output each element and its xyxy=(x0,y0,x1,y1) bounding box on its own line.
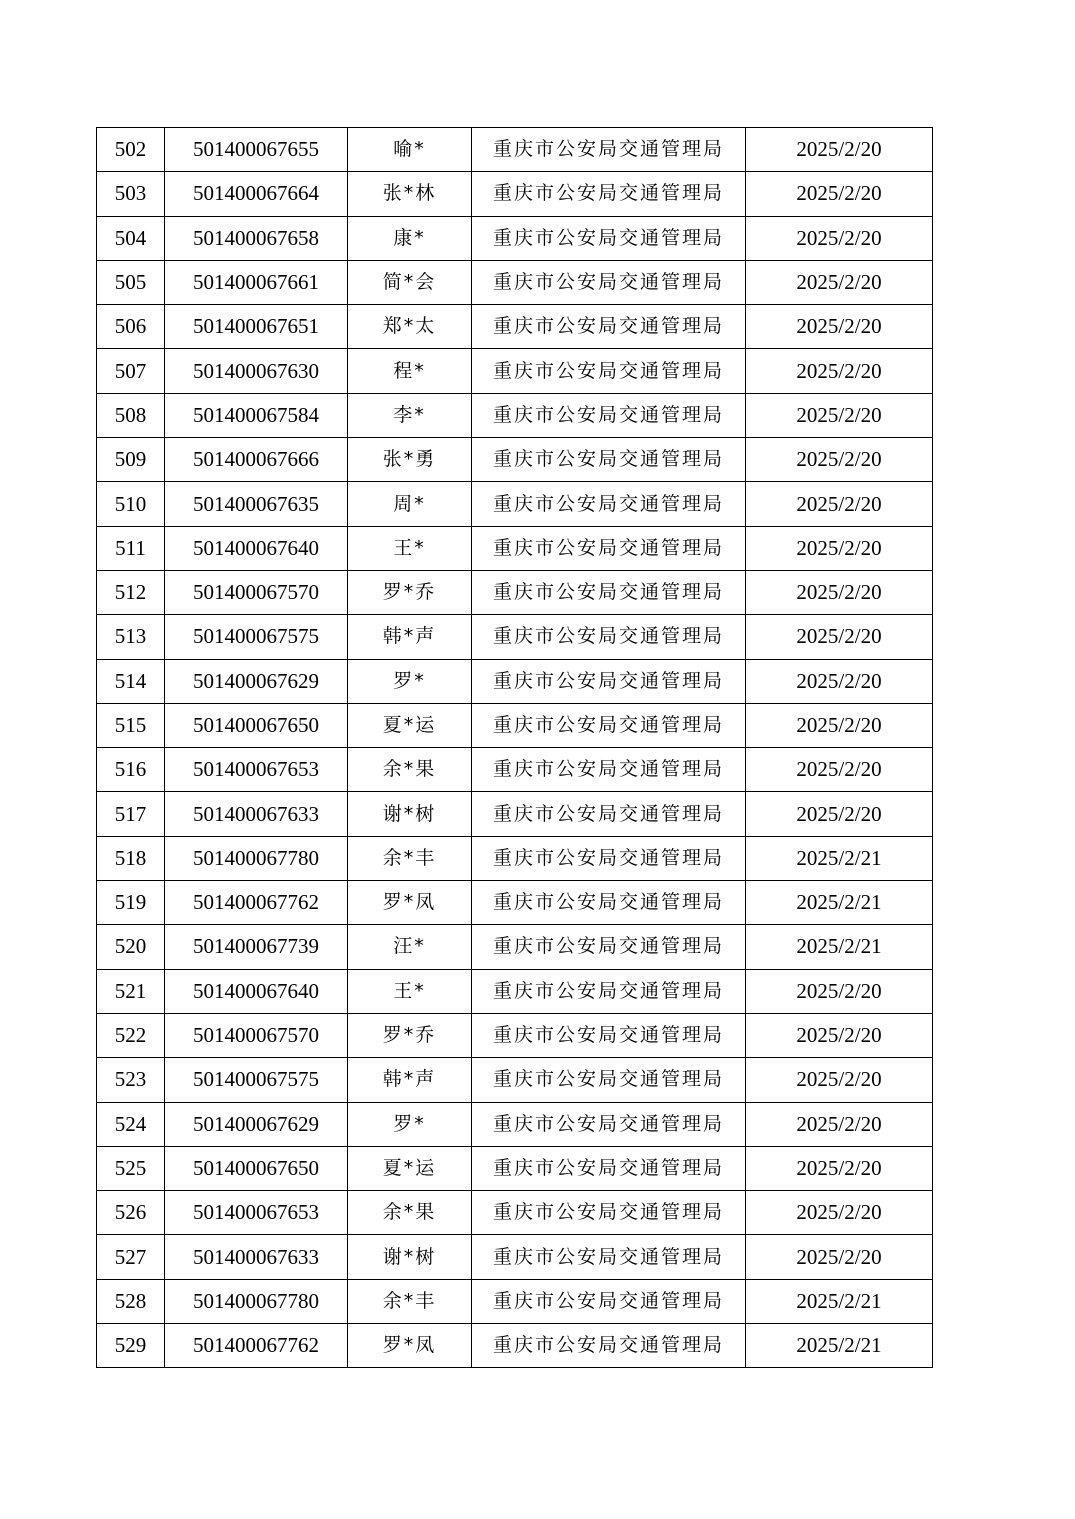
cell-issuing-authority: 重庆市公安局交通管理局 xyxy=(472,836,746,880)
cell-person-name: 罗* xyxy=(348,659,472,703)
cell-issuing-authority: 重庆市公安局交通管理局 xyxy=(472,216,746,260)
cell-date: 2025/2/20 xyxy=(746,703,933,747)
table-row xyxy=(97,393,933,437)
cell-person-name: 余*丰 xyxy=(348,836,472,880)
cell-issuing-authority: 重庆市公安局交通管理局 xyxy=(472,260,746,304)
cell-date: 2025/2/20 xyxy=(746,659,933,703)
cell-issuing-authority: 重庆市公安局交通管理局 xyxy=(472,969,746,1013)
table-row xyxy=(97,216,933,260)
cell-person-name: 罗*乔 xyxy=(348,570,472,614)
cell-record-id: 501400067661 xyxy=(165,260,348,304)
cell-date: 2025/2/20 xyxy=(746,482,933,526)
table-row xyxy=(97,925,933,969)
cell-record-id: 501400067653 xyxy=(165,748,348,792)
cell-date: 2025/2/20 xyxy=(746,305,933,349)
cell-serial-number: 502 xyxy=(97,128,165,172)
records-table-body xyxy=(97,128,933,1368)
cell-date: 2025/2/20 xyxy=(746,438,933,482)
cell-record-id: 501400067666 xyxy=(165,438,348,482)
cell-person-name: 罗* xyxy=(348,1102,472,1146)
cell-record-id: 501400067629 xyxy=(165,1102,348,1146)
table-row xyxy=(97,969,933,1013)
cell-date: 2025/2/20 xyxy=(746,1058,933,1102)
cell-date: 2025/2/20 xyxy=(746,260,933,304)
table-row xyxy=(97,1235,933,1279)
cell-person-name: 罗*乔 xyxy=(348,1013,472,1057)
cell-serial-number: 526 xyxy=(97,1191,165,1235)
table-row xyxy=(97,659,933,703)
cell-date: 2025/2/20 xyxy=(746,128,933,172)
cell-person-name: 汪* xyxy=(348,925,472,969)
cell-person-name: 罗*凤 xyxy=(348,1324,472,1368)
cell-person-name: 韩*声 xyxy=(348,615,472,659)
cell-issuing-authority: 重庆市公安局交通管理局 xyxy=(472,1279,746,1323)
cell-issuing-authority: 重庆市公安局交通管理局 xyxy=(472,1235,746,1279)
cell-date: 2025/2/20 xyxy=(746,172,933,216)
table-row xyxy=(97,792,933,836)
table-row xyxy=(97,881,933,925)
cell-issuing-authority: 重庆市公安局交通管理局 xyxy=(472,881,746,925)
cell-person-name: 李* xyxy=(348,393,472,437)
cell-person-name: 夏*运 xyxy=(348,1146,472,1190)
cell-date: 2025/2/20 xyxy=(746,393,933,437)
cell-person-name: 简*会 xyxy=(348,260,472,304)
cell-serial-number: 515 xyxy=(97,703,165,747)
cell-date: 2025/2/21 xyxy=(746,925,933,969)
cell-serial-number: 506 xyxy=(97,305,165,349)
cell-date: 2025/2/20 xyxy=(746,969,933,1013)
cell-issuing-authority: 重庆市公安局交通管理局 xyxy=(472,172,746,216)
cell-issuing-authority: 重庆市公安局交通管理局 xyxy=(472,349,746,393)
cell-serial-number: 512 xyxy=(97,570,165,614)
cell-person-name: 谢*树 xyxy=(348,792,472,836)
cell-person-name: 谢*树 xyxy=(348,1235,472,1279)
cell-date: 2025/2/20 xyxy=(746,748,933,792)
cell-person-name: 郑*太 xyxy=(348,305,472,349)
cell-date: 2025/2/21 xyxy=(746,836,933,880)
cell-person-name: 王* xyxy=(348,526,472,570)
table-row xyxy=(97,1324,933,1368)
cell-date: 2025/2/20 xyxy=(746,1102,933,1146)
cell-person-name: 王* xyxy=(348,969,472,1013)
cell-serial-number: 505 xyxy=(97,260,165,304)
cell-issuing-authority: 重庆市公安局交通管理局 xyxy=(472,1324,746,1368)
cell-serial-number: 511 xyxy=(97,526,165,570)
table-row xyxy=(97,836,933,880)
cell-record-id: 501400067629 xyxy=(165,659,348,703)
cell-record-id: 501400067575 xyxy=(165,1058,348,1102)
cell-date: 2025/2/20 xyxy=(746,1146,933,1190)
cell-person-name: 康* xyxy=(348,216,472,260)
cell-person-name: 夏*运 xyxy=(348,703,472,747)
cell-record-id: 501400067640 xyxy=(165,526,348,570)
cell-issuing-authority: 重庆市公安局交通管理局 xyxy=(472,1013,746,1057)
cell-person-name: 张*勇 xyxy=(348,438,472,482)
cell-person-name: 周* xyxy=(348,482,472,526)
cell-record-id: 501400067575 xyxy=(165,615,348,659)
table-row xyxy=(97,305,933,349)
cell-serial-number: 519 xyxy=(97,881,165,925)
cell-serial-number: 510 xyxy=(97,482,165,526)
table-row xyxy=(97,482,933,526)
cell-date: 2025/2/20 xyxy=(746,349,933,393)
table-row xyxy=(97,1191,933,1235)
cell-record-id: 501400067739 xyxy=(165,925,348,969)
cell-record-id: 501400067630 xyxy=(165,349,348,393)
cell-issuing-authority: 重庆市公安局交通管理局 xyxy=(472,748,746,792)
cell-record-id: 501400067762 xyxy=(165,1324,348,1368)
cell-issuing-authority: 重庆市公安局交通管理局 xyxy=(472,393,746,437)
cell-record-id: 501400067780 xyxy=(165,1279,348,1323)
cell-issuing-authority: 重庆市公安局交通管理局 xyxy=(472,570,746,614)
cell-date: 2025/2/20 xyxy=(746,216,933,260)
table-row xyxy=(97,570,933,614)
cell-person-name: 罗*凤 xyxy=(348,881,472,925)
cell-person-name: 喻* xyxy=(348,128,472,172)
cell-issuing-authority: 重庆市公安局交通管理局 xyxy=(472,1191,746,1235)
table-row xyxy=(97,703,933,747)
cell-issuing-authority: 重庆市公安局交通管理局 xyxy=(472,482,746,526)
cell-serial-number: 527 xyxy=(97,1235,165,1279)
table-row xyxy=(97,1279,933,1323)
cell-person-name: 余*果 xyxy=(348,1191,472,1235)
cell-date: 2025/2/20 xyxy=(746,615,933,659)
cell-record-id: 501400067635 xyxy=(165,482,348,526)
cell-serial-number: 509 xyxy=(97,438,165,482)
cell-date: 2025/2/21 xyxy=(746,1324,933,1368)
cell-record-id: 501400067664 xyxy=(165,172,348,216)
table-row xyxy=(97,1102,933,1146)
cell-record-id: 501400067633 xyxy=(165,792,348,836)
cell-issuing-authority: 重庆市公安局交通管理局 xyxy=(472,1102,746,1146)
cell-date: 2025/2/20 xyxy=(746,1235,933,1279)
table-row xyxy=(97,438,933,482)
cell-record-id: 501400067650 xyxy=(165,1146,348,1190)
table-row xyxy=(97,1058,933,1102)
cell-date: 2025/2/20 xyxy=(746,526,933,570)
cell-serial-number: 507 xyxy=(97,349,165,393)
cell-person-name: 余*果 xyxy=(348,748,472,792)
cell-record-id: 501400067762 xyxy=(165,881,348,925)
cell-serial-number: 520 xyxy=(97,925,165,969)
cell-record-id: 501400067570 xyxy=(165,1013,348,1057)
cell-issuing-authority: 重庆市公安局交通管理局 xyxy=(472,659,746,703)
cell-date: 2025/2/21 xyxy=(746,1279,933,1323)
cell-issuing-authority: 重庆市公安局交通管理局 xyxy=(472,615,746,659)
cell-issuing-authority: 重庆市公安局交通管理局 xyxy=(472,792,746,836)
cell-serial-number: 513 xyxy=(97,615,165,659)
table-row xyxy=(97,748,933,792)
cell-serial-number: 518 xyxy=(97,836,165,880)
table-row xyxy=(97,128,933,172)
table-row xyxy=(97,349,933,393)
records-table xyxy=(96,127,933,1368)
cell-serial-number: 528 xyxy=(97,1279,165,1323)
cell-issuing-authority: 重庆市公安局交通管理局 xyxy=(472,305,746,349)
cell-person-name: 余*丰 xyxy=(348,1279,472,1323)
cell-issuing-authority: 重庆市公安局交通管理局 xyxy=(472,1058,746,1102)
cell-serial-number: 504 xyxy=(97,216,165,260)
cell-record-id: 501400067570 xyxy=(165,570,348,614)
cell-serial-number: 516 xyxy=(97,748,165,792)
cell-record-id: 501400067584 xyxy=(165,393,348,437)
cell-serial-number: 523 xyxy=(97,1058,165,1102)
cell-date: 2025/2/20 xyxy=(746,792,933,836)
cell-serial-number: 522 xyxy=(97,1013,165,1057)
table-row xyxy=(97,615,933,659)
cell-issuing-authority: 重庆市公安局交通管理局 xyxy=(472,925,746,969)
cell-serial-number: 508 xyxy=(97,393,165,437)
table-row xyxy=(97,172,933,216)
cell-person-name: 张*林 xyxy=(348,172,472,216)
cell-date: 2025/2/20 xyxy=(746,1191,933,1235)
cell-serial-number: 524 xyxy=(97,1102,165,1146)
cell-record-id: 501400067651 xyxy=(165,305,348,349)
cell-serial-number: 525 xyxy=(97,1146,165,1190)
table-row xyxy=(97,1146,933,1190)
cell-date: 2025/2/20 xyxy=(746,570,933,614)
cell-person-name: 韩*声 xyxy=(348,1058,472,1102)
cell-record-id: 501400067655 xyxy=(165,128,348,172)
cell-record-id: 501400067633 xyxy=(165,1235,348,1279)
cell-issuing-authority: 重庆市公安局交通管理局 xyxy=(472,128,746,172)
table-row xyxy=(97,260,933,304)
cell-record-id: 501400067653 xyxy=(165,1191,348,1235)
cell-issuing-authority: 重庆市公安局交通管理局 xyxy=(472,1146,746,1190)
cell-date: 2025/2/20 xyxy=(746,1013,933,1057)
cell-issuing-authority: 重庆市公安局交通管理局 xyxy=(472,526,746,570)
cell-record-id: 501400067650 xyxy=(165,703,348,747)
cell-issuing-authority: 重庆市公安局交通管理局 xyxy=(472,438,746,482)
table-row xyxy=(97,526,933,570)
table-row xyxy=(97,1013,933,1057)
cell-serial-number: 521 xyxy=(97,969,165,1013)
cell-person-name: 程* xyxy=(348,349,472,393)
cell-record-id: 501400067658 xyxy=(165,216,348,260)
cell-serial-number: 503 xyxy=(97,172,165,216)
cell-serial-number: 514 xyxy=(97,659,165,703)
cell-record-id: 501400067780 xyxy=(165,836,348,880)
cell-serial-number: 517 xyxy=(97,792,165,836)
cell-record-id: 501400067640 xyxy=(165,969,348,1013)
cell-date: 2025/2/21 xyxy=(746,881,933,925)
cell-issuing-authority: 重庆市公安局交通管理局 xyxy=(472,703,746,747)
cell-serial-number: 529 xyxy=(97,1324,165,1368)
